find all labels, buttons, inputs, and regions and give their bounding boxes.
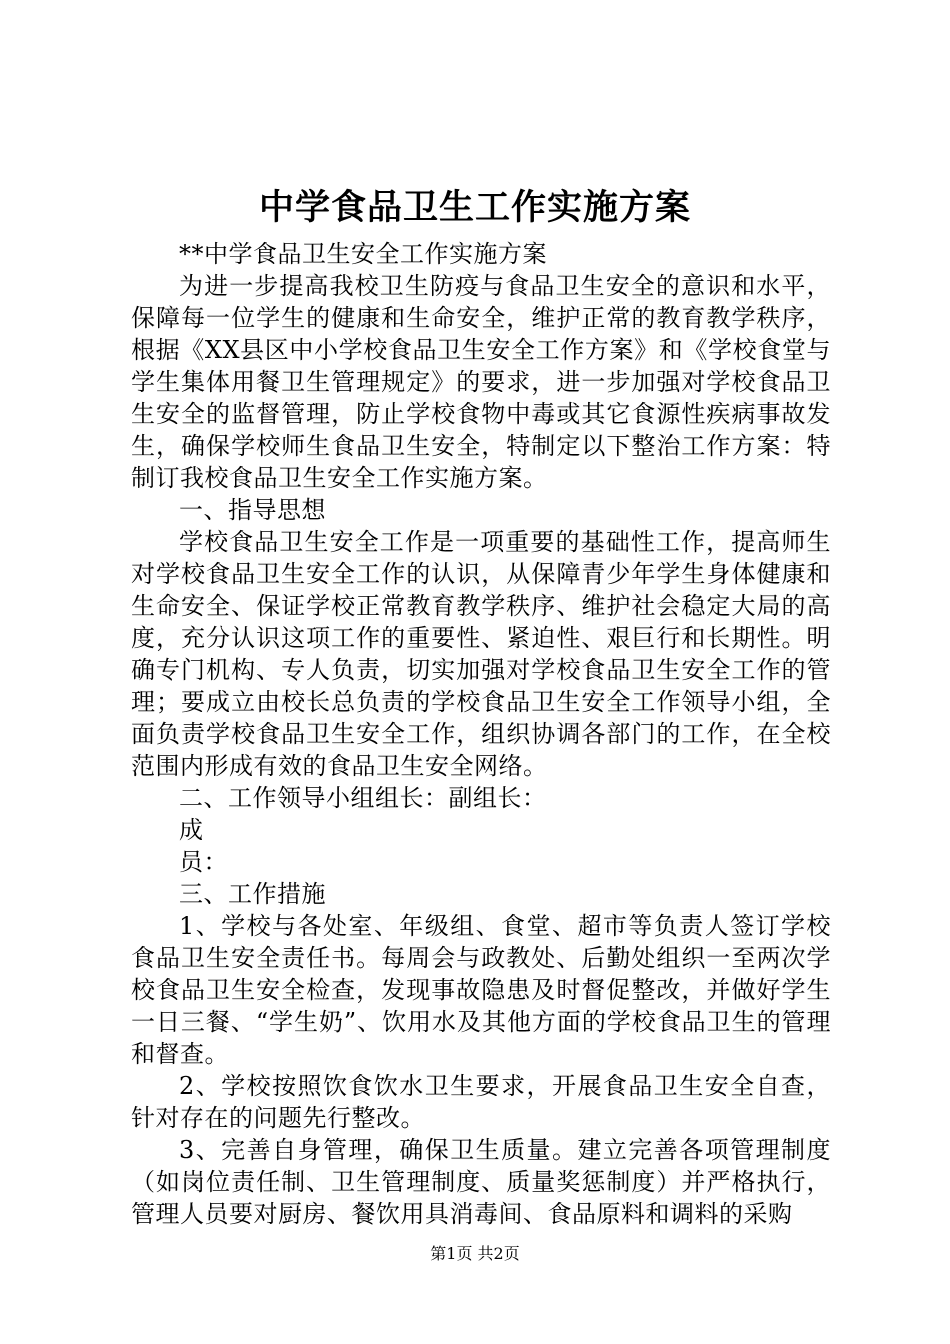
section-heading-guiding-ideology: 一、指导思想 <box>179 496 326 524</box>
measure-item-3: 3、完善自身管理，确保卫生质量。建立完善各项管理制度（如岗位责任制、卫生管理制度、质量奖惩制度）并严格执行，管理人员要对厨房、餐饮用具消毒间、食品原料和调料的采购 <box>131 1136 831 1228</box>
measure-item-2: 2、学校按照饮食饮水卫生要求，开展食品卫生安全自查，针对存在的问题先行整改。 <box>131 1072 831 1132</box>
members-label-line-2: 员： <box>179 848 228 876</box>
section-heading-leadership-group: 二、工作领导小组组长：副组长： <box>179 784 547 812</box>
subtitle-paragraph: **中学食品卫生安全工作实施方案 <box>179 240 547 268</box>
measure-item-1: 1、学校与各处室、年级组、食堂、超市等负责人签订学校食品卫生安全责任书。每周会与政教处、后勤处组织一至两次学校食品卫生安全检查，发现事故隐患及时督促整改，并做好学生一日三餐、“学生奶”、饮用水及其他方面的学校食品卫生的管理和督查。 <box>131 912 831 1068</box>
document-title: 中学食品卫生工作实施方案 <box>258 187 691 228</box>
page-footer: 第1页 共2页 <box>430 1244 520 1263</box>
document-body <box>131 238 831 1230</box>
section-heading-measures: 三、工作措施 <box>179 880 326 908</box>
members-label-line-1: 成 <box>179 816 204 844</box>
intro-paragraph: 为进一步提高我校卫生防疫与食品卫生安全的意识和水平，保障每一位学生的健康和生命安全，维护正常的教育教学秩序，根据《XX县区中小学校食品卫生安全工作方案》和《学校食堂与学生集体用餐卫生管理规定》的要求，进一步加强对学校食品卫生安全的监督管理，防止学校食物中毒或其它食源性疾病事故发生，确保学校师生食品卫生安全，特制定以下整治工作方案：特制订我校食品卫生安全工作实施方案。 <box>131 272 831 492</box>
guiding-ideology-paragraph: 学校食品卫生安全工作是一项重要的基础性工作，提高师生对学校食品卫生安全工作的认识，从保障青少年学生身体健康和生命安全、保证学校正常教育教学秩序、维护社会稳定大局的高度，充分认识这项工作的重要性、紧迫性、艰巨行和长期性。明确专门机构、专人负责，切实加强对学校食品卫生安全工作的管理；要成立由校长总负责的学校食品卫生安全工作领导小组，全面负责学校食品卫生安全工作，组织协调各部门的工作，在全校范围内形成有效的食品卫生安全网络。 <box>131 528 831 780</box>
